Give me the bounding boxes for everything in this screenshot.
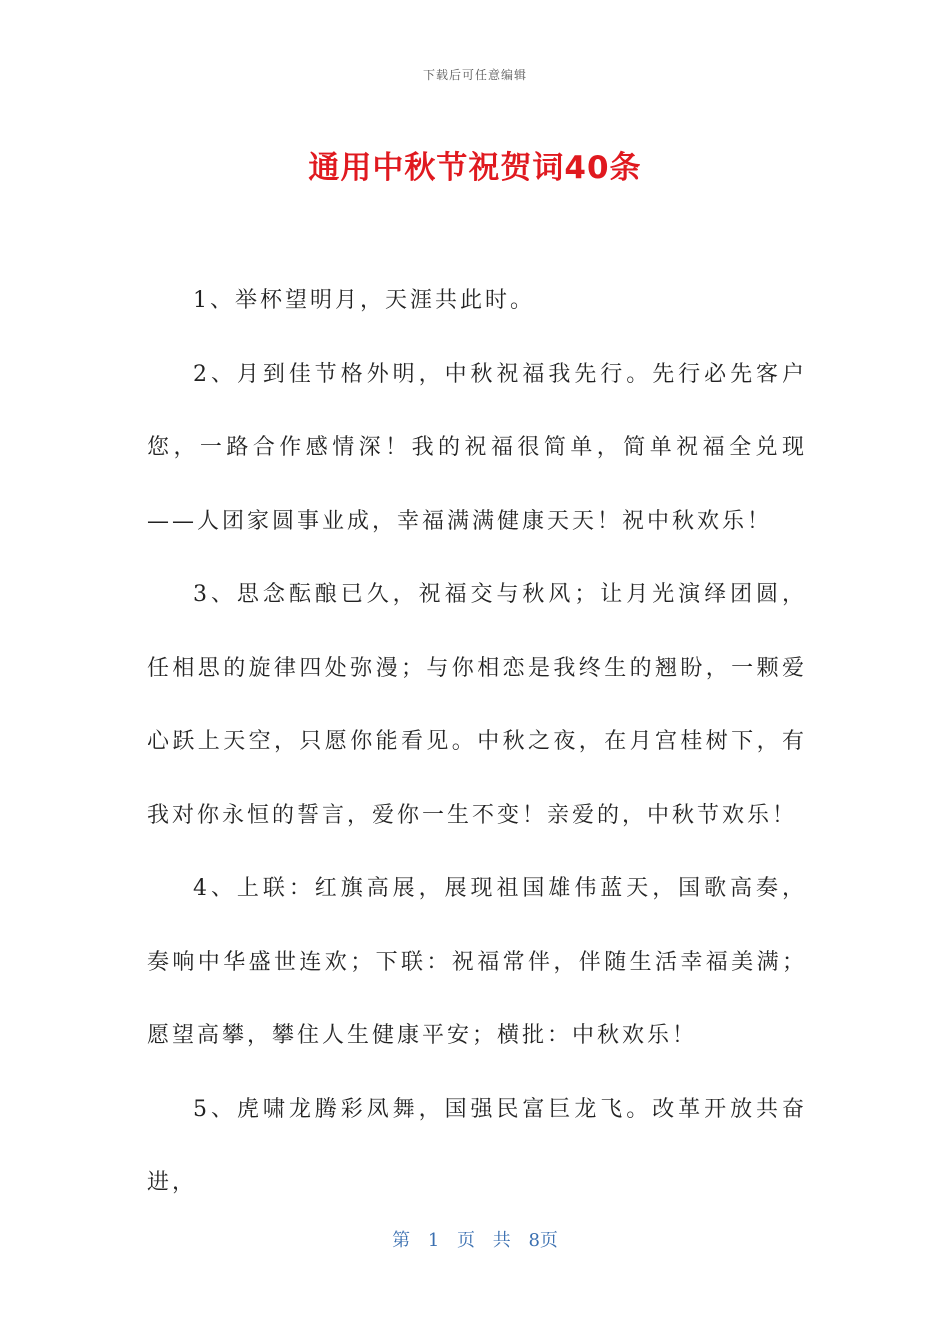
footer-current-page: 1 bbox=[427, 1230, 440, 1251]
document-title: 通用中秋节祝贺词40条 bbox=[308, 150, 642, 186]
paragraph-4: 4、上联：红旗高展，展现祖国雄伟蓝天，国歌高奏，奏响中华盛世连欢；下联：祝福常伴，伴随生活幸福美满；愿望高攀，攀住人生健康平安；横批：中秋欢乐！ bbox=[147, 876, 807, 1048]
footer-total-pages: 8页 bbox=[528, 1230, 558, 1251]
footer-label-ye: 页 bbox=[457, 1230, 475, 1251]
page-footer bbox=[0, 1226, 950, 1252]
paragraph-3: 3、思念酝酿已久，祝福交与秋风；让月光演绎团圆，任相思的旋律四处弥漫；与你相恋是我终生的翘盼，一颗爱心跃上天空，只愿你能看见。中秋之夜，在月宫桂树下，有我对你永恒的誓言，爱你一生不变！亲爱的，中秋节欢乐！ bbox=[147, 582, 807, 828]
paragraph-5: 5、虎啸龙腾彩凤舞，国强民富巨龙飞。改革开放共奋进， bbox=[147, 1096, 807, 1195]
document-body bbox=[147, 264, 807, 1220]
footer-label-gong: 共 bbox=[492, 1230, 511, 1251]
paragraph-1: 1、举杯望明月，天涯共此时。 bbox=[193, 288, 535, 313]
paragraph-2: 2、月到佳节格外明，中秋祝福我先行。先行必先客户您，一路合作感情深！我的祝福很简单，简单祝福全兑现——人团家圆事业成，幸福满满健康天天！祝中秋欢乐！ bbox=[147, 361, 807, 534]
footer-label-di: 第 bbox=[392, 1230, 411, 1251]
header-note: 下载后可任意编辑 bbox=[422, 68, 527, 82]
